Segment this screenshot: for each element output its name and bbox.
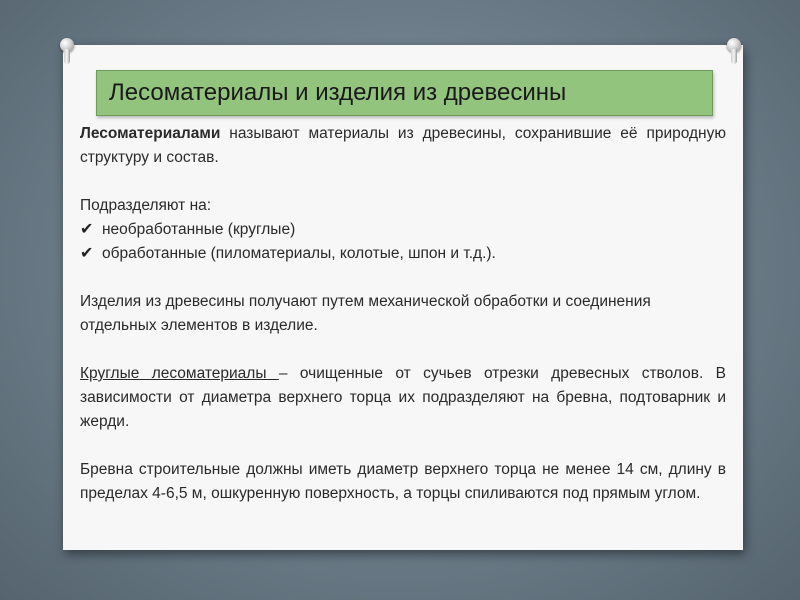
check-icon: ✔: [80, 221, 94, 238]
check-icon: ✔: [80, 245, 94, 262]
intro-term: Лесоматериалами: [80, 125, 221, 142]
products-paragraph: Изделия из древесины получают путем механической обработки и соединения отдельных элементов в изделие.: [80, 293, 651, 334]
slide-title: Лесоматериалы и изделия из древесины: [109, 79, 567, 106]
slide-content: [80, 122, 726, 506]
pin-right-icon: [724, 38, 744, 68]
round-rest: – очищенные от сучьев отрезки древесных стволов. В зависимости от диаметра верхнего торца их подразделяют на бревна, подтоварник и жерди.: [80, 365, 726, 430]
subdivide-label: Подразделяют на:: [80, 197, 212, 214]
intro-paragraph: [80, 122, 726, 170]
list-item-text: необработанные (круглые): [102, 221, 296, 238]
round-timber-paragraph: [80, 362, 726, 434]
logs-paragraph: Бревна строительные должны иметь диаметр верхнего торца не менее 14 см, длину в пределах 4-6,5 м, ошкуренную поверхность, а торцы спиливаются под прямым углом.: [80, 461, 726, 502]
title-bar: [96, 70, 713, 116]
round-term: Круглые лесоматериалы: [80, 365, 279, 382]
intro-rest: называют материалы из древесины, сохранившие её природную структуру и состав.: [80, 125, 726, 166]
list-item: [80, 218, 726, 242]
list-item: [80, 242, 726, 266]
list-item-text: обработанные (пиломатериалы, колотые, шпон и т.д.).: [102, 245, 496, 262]
pin-left-icon: [57, 38, 77, 68]
